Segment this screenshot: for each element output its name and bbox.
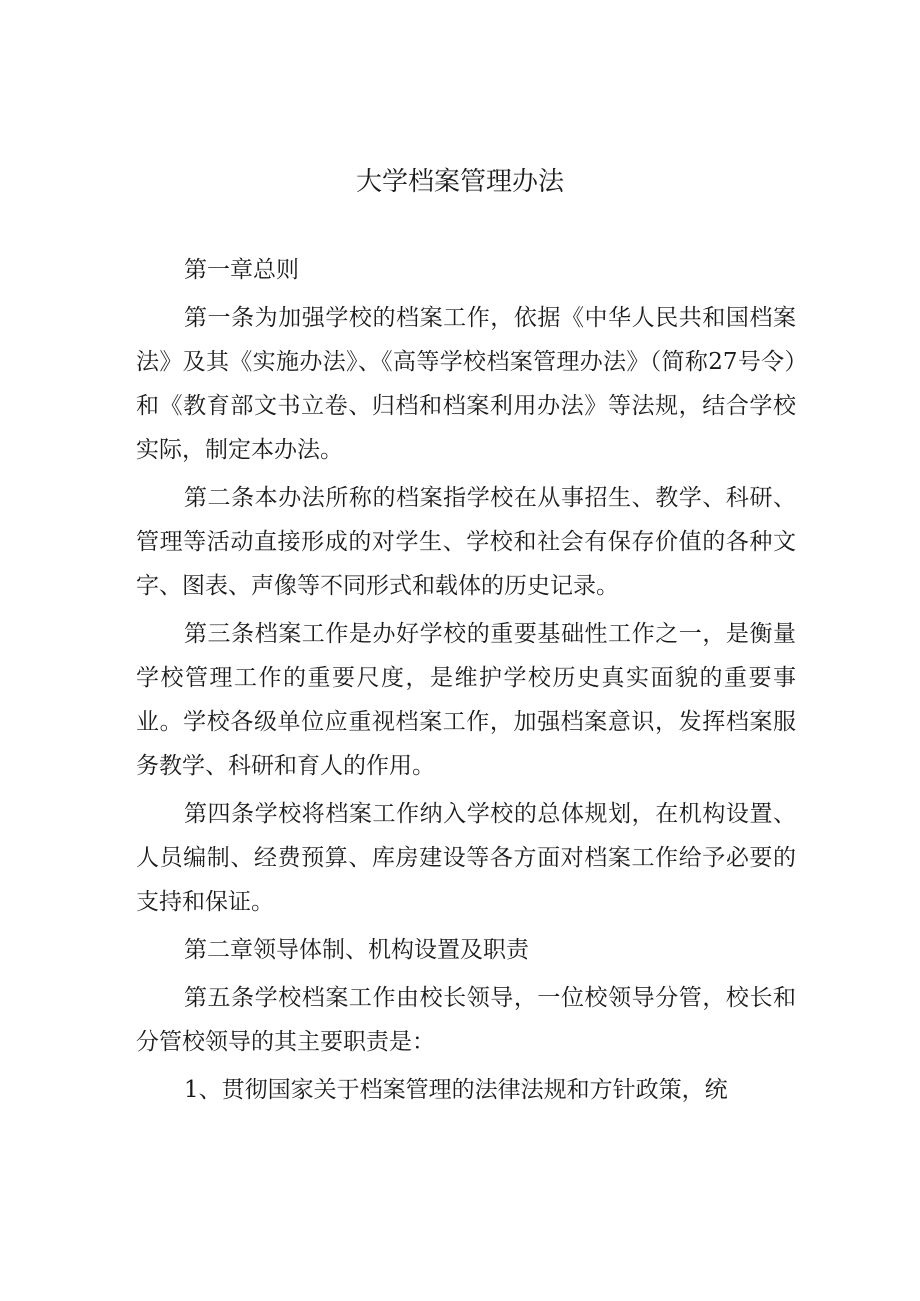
document-title: 大学档案管理办法 — [355, 167, 564, 197]
chapter-heading: 第一章总则 — [184, 257, 299, 283]
article-paragraph: 第二条本办法所称的档案指学校在从事招生、教学、科研、管理等活动直接形成的对学生、学校和社会有保存价值的各种文字、图表、声像等不同形式和载体的历史记录。 — [136, 485, 796, 599]
article-paragraph: 第一条为加强学校的档案工作，依据《中华人民共和国档案法》及其《实施办法》、《高等学校档案管理办法》（简称27号令）和《教育部文书立卷、归档和档案利用办法》等法规，结合学校实际，制定本办法。 — [136, 305, 796, 463]
article-paragraph: 第五条学校档案工作由校长领导，一位校领导分管，校长和分管校领导的其主要职责是： — [136, 985, 796, 1055]
list-item: 1、贯彻国家关于档案管理的法律法规和方针政策，统 — [184, 1077, 728, 1103]
chapter-heading: 第二章领导体制、机构设置及职责 — [184, 937, 529, 963]
article-paragraph: 第四条学校将档案工作纳入学校的总体规划，在机构设置、人员编制、经费预算、库房建设等各方面对档案工作给予必要的支持和保证。 — [136, 801, 796, 915]
document-body — [136, 248, 796, 1112]
article-paragraph: 第三条档案工作是办好学校的重要基础性工作之一，是衡量学校管理工作的重要尺度，是维护学校历史真实面貌的重要事业。学校各级单位应重视档案工作，加强档案意识，发挥档案服务教学、科研和育人的作用。 — [136, 621, 796, 779]
